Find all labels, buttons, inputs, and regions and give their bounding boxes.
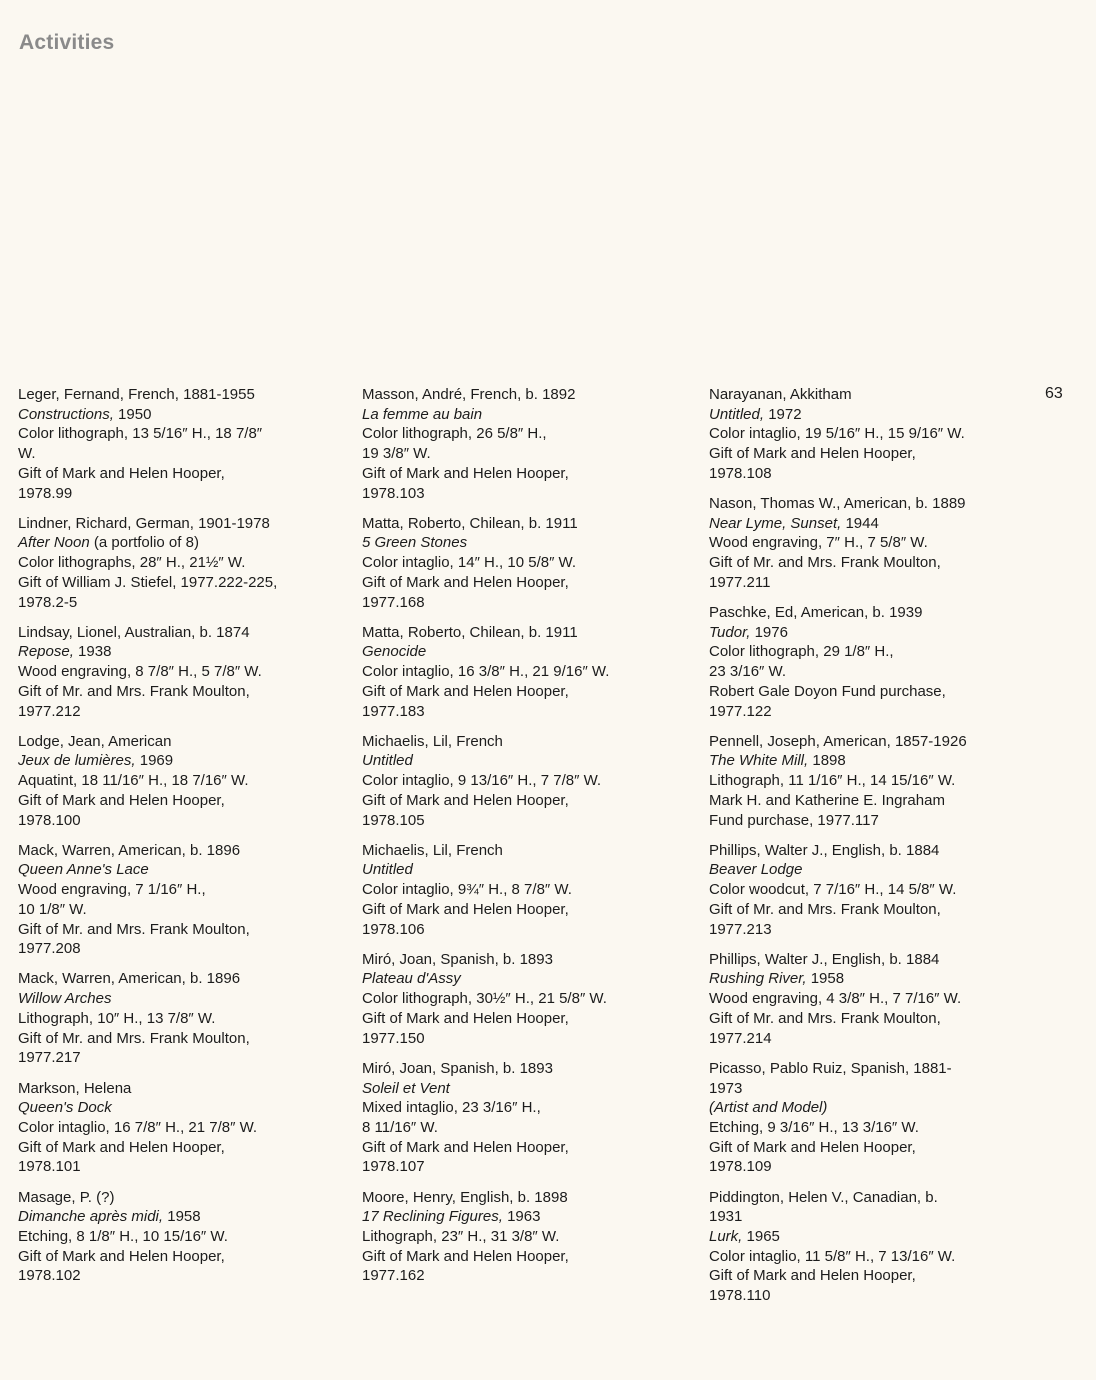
catalog-entry <box>709 603 1039 721</box>
title-line <box>362 405 692 425</box>
detail-line: Gift of Mark and Helen Hooper, <box>709 445 916 463</box>
detail-line: Gift of Mark and Helen Hooper, <box>18 464 225 482</box>
catalog-entry <box>362 623 692 722</box>
artist-line: Lindsay, Lionel, Australian, b. 1874 <box>18 623 250 641</box>
detail-line: Gift of Mark and Helen Hooper, <box>362 1009 569 1027</box>
detail-line: Gift of Mark and Helen Hooper, <box>362 1138 569 1156</box>
artwork-title: Untitled, <box>709 405 765 423</box>
detail-line: Gift of Mr. and Mrs. Frank Moulton, <box>709 1009 941 1027</box>
title-suffix: 1969 <box>135 752 174 770</box>
detail-line: Gift of Mr. and Mrs. Frank Moulton, <box>18 682 250 700</box>
detail-line: Gift of Mr. and Mrs. Frank Moulton, <box>709 900 941 918</box>
detail-line: 1978.103 <box>362 484 425 502</box>
catalog-entry <box>18 1079 348 1178</box>
catalog-entry <box>18 841 348 959</box>
title-line <box>18 860 348 880</box>
detail-line: Color intaglio, 19 5/16″ H., 15 9/16″ W. <box>709 425 965 443</box>
detail-line: 1978.109 <box>709 1158 772 1176</box>
detail-line: Gift of Mark and Helen Hooper, <box>362 1247 569 1265</box>
detail-line: Gift of Mr. and Mrs. Frank Moulton, <box>18 1029 250 1047</box>
catalog-entry <box>709 1188 1039 1306</box>
catalog-column-3 <box>709 385 1039 1316</box>
artist-line: Markson, Helena <box>18 1079 132 1097</box>
catalog-entry <box>709 732 1039 831</box>
artist-line: Michaelis, Lil, French <box>362 841 503 859</box>
artist-line: Leger, Fernand, French, 1881-1955 <box>18 386 255 403</box>
detail-line: 1977.183 <box>362 702 425 720</box>
catalog-entry <box>18 623 348 722</box>
artist-line: Masage, P. (?) <box>18 1188 115 1206</box>
detail-line: Color lithographs, 28″ H., 21½″ W. <box>18 554 246 572</box>
detail-line: Gift of Mark and Helen Hooper, <box>709 1138 916 1156</box>
detail-line: 10 1/8″ W. <box>18 900 87 918</box>
detail-line: 1977.208 <box>18 940 81 958</box>
title-line <box>18 1098 348 1118</box>
detail-line: Wood engraving, 7 1/16″ H., <box>18 881 206 899</box>
title-suffix: (a portfolio of 8) <box>89 534 199 552</box>
title-line <box>18 533 348 553</box>
detail-line: 1978.108 <box>709 464 772 482</box>
artist-line: Nason, Thomas W., American, b. 1889 <box>709 495 966 513</box>
title-suffix: 1972 <box>764 405 802 423</box>
section-title: Activities <box>19 31 115 54</box>
artist-line: Michaelis, Lil, French <box>362 732 503 750</box>
catalog-entry <box>709 950 1039 1049</box>
detail-line: Color intaglio, 9¾″ H., 8 7/8″ W. <box>362 881 572 899</box>
detail-line: Gift of Mark and Helen Hooper, <box>18 1247 225 1265</box>
artwork-title: Queen's Dock <box>18 1099 112 1117</box>
catalog-column-1 <box>18 385 348 1297</box>
artwork-title: Untitled <box>362 752 413 770</box>
title-line <box>362 642 692 662</box>
title-suffix: 1938 <box>73 643 112 661</box>
catalog-entry <box>709 385 1039 484</box>
detail-line: Color intaglio, 11 5/8″ H., 7 13/16″ W. <box>709 1247 956 1265</box>
artist-line: Miró, Joan, Spanish, b. 1893 <box>362 1059 553 1077</box>
title-suffix: 1944 <box>841 514 879 532</box>
artwork-title: Queen Anne's Lace <box>18 861 149 879</box>
detail-line: Gift of Mr. and Mrs. Frank Moulton, <box>709 554 941 572</box>
artwork-title: La femme au bain <box>362 405 483 423</box>
detail-line: Gift of Mark and Helen Hooper, <box>18 1138 225 1156</box>
catalog-entry <box>709 494 1039 593</box>
title-line <box>709 405 1039 425</box>
artwork-title: Willow Arches <box>18 990 112 1008</box>
detail-line: 1977.213 <box>709 920 772 938</box>
detail-line: 19 3/8″ W. <box>362 445 431 463</box>
catalog-entry <box>362 950 692 1049</box>
title-suffix: 1958 <box>163 1208 201 1226</box>
catalog-entry <box>18 732 348 831</box>
detail-line: Color intaglio, 14″ H., 10 5/8″ W. <box>362 554 577 572</box>
artwork-title: 17 Reclining Figures, <box>362 1208 503 1226</box>
detail-line: 1978.2-5 <box>18 593 78 611</box>
detail-line: Gift of Mark and Helen Hooper, <box>362 573 569 591</box>
title-line <box>709 751 1039 771</box>
detail-line: Gift of William J. Stiefel, 1977.222-225, <box>18 573 278 591</box>
artist-line: Mack, Warren, American, b. 1896 <box>18 970 241 988</box>
catalog-entry <box>709 841 1039 940</box>
artist-line: Masson, André, French, b. 1892 <box>362 386 576 403</box>
catalog-entry <box>362 841 692 940</box>
catalog-entry <box>362 514 692 613</box>
detail-line: Gift of Mark and Helen Hooper, <box>18 791 225 809</box>
artwork-title: Jeux de lumières, <box>18 752 136 770</box>
detail-line: Color lithograph, 26 5/8″ H., <box>362 425 547 443</box>
detail-line: 23 3/16″ W. <box>709 663 787 681</box>
artwork-title: Lurk, <box>709 1227 743 1245</box>
detail-line: 1978.110 <box>709 1287 771 1305</box>
catalog-entry <box>362 732 692 831</box>
artwork-title: Untitled <box>362 861 413 879</box>
artist-line: Phillips, Walter J., English, b. 1884 <box>709 841 940 859</box>
catalog-entry <box>18 1188 348 1287</box>
title-line <box>709 969 1039 989</box>
artwork-title: Dimanche après midi, <box>18 1208 164 1226</box>
artwork-title: The White Mill, <box>709 752 809 770</box>
detail-line: 1978.106 <box>362 920 425 938</box>
artist-line: Matta, Roberto, Chilean, b. 1911 <box>362 623 578 641</box>
detail-line: Gift of Mark and Helen Hooper, <box>362 791 569 809</box>
detail-line: Wood engraving, 7″ H., 7 5/8″ W. <box>709 534 928 552</box>
catalog-entry <box>18 514 348 613</box>
artist-line: Miró, Joan, Spanish, b. 1893 <box>362 950 553 968</box>
detail-line: 1977.214 <box>709 1029 772 1047</box>
detail-line: Color woodcut, 7 7/16″ H., 14 5/8″ W. <box>709 881 957 899</box>
detail-line: Etching, 8 1/8″ H., 10 15/16″ W. <box>18 1227 228 1245</box>
title-suffix: 1958 <box>806 970 845 988</box>
artist-line: Lodge, Jean, American <box>18 732 172 750</box>
artist-line: Paschke, Ed, American, b. 1939 <box>709 604 923 622</box>
detail-line: 1977.211 <box>709 573 771 591</box>
detail-line: 1978.105 <box>362 811 425 829</box>
artwork-title: Soleil et Vent <box>362 1079 450 1097</box>
detail-line: Color intaglio, 16 3/8″ H., 21 9/16″ W. <box>362 663 610 681</box>
artwork-title: Beaver Lodge <box>709 861 803 879</box>
title-line <box>362 533 692 553</box>
detail-line: Color lithograph, 29 1/8″ H., <box>709 643 894 661</box>
title-line <box>709 514 1039 534</box>
page-number: 63 <box>1045 385 1063 402</box>
detail-line: 8 11/16″ W. <box>362 1118 438 1136</box>
title-line <box>709 1227 1039 1247</box>
artwork-title: Rushing River, <box>709 970 807 988</box>
detail-line: Lithograph, 10″ H., 13 7/8″ W. <box>18 1009 216 1027</box>
artist-line: Pennell, Joseph, American, 1857-1926 <box>709 732 967 750</box>
detail-line: 1978.100 <box>18 811 81 829</box>
detail-line: Gift of Mark and Helen Hooper, <box>709 1267 916 1285</box>
detail-line: Gift of Mr. and Mrs. Frank Moulton, <box>18 920 250 938</box>
detail-line: Gift of Mark and Helen Hooper, <box>362 464 569 482</box>
artwork-title: Plateau d'Assy <box>362 970 461 988</box>
title-line <box>362 1207 692 1227</box>
title-line <box>18 751 348 771</box>
catalog-entry <box>709 1059 1039 1177</box>
artist-line: Picasso, Pablo Ruiz, Spanish, 1881- 1973 <box>709 1059 952 1097</box>
title-line <box>362 969 692 989</box>
detail-line: 1977.150 <box>362 1029 425 1047</box>
detail-line: Lithograph, 11 1/16″ H., 14 15/16″ W. <box>709 772 956 790</box>
detail-line: 1977.162 <box>362 1267 425 1285</box>
artist-line: Lindner, Richard, German, 1901-1978 <box>18 514 270 532</box>
title-line <box>709 623 1039 643</box>
artwork-title: Repose, <box>18 643 74 661</box>
title-line <box>362 860 692 880</box>
artist-line: Phillips, Walter J., English, b. 1884 <box>709 950 940 968</box>
detail-line: 1978.107 <box>362 1158 425 1176</box>
title-suffix: 1898 <box>808 752 846 770</box>
detail-line: Mark H. and Katherine E. Ingraham <box>709 791 945 809</box>
artwork-title: Near Lyme, Sunset, <box>709 514 842 532</box>
catalog-entry <box>362 1059 692 1177</box>
detail-line: 1978.102 <box>18 1267 81 1285</box>
detail-line: Color lithograph, 30½″ H., 21 5/8″ W. <box>362 990 607 1008</box>
detail-line: Wood engraving, 8 7/8″ H., 5 7/8″ W. <box>18 663 262 681</box>
detail-line: Lithograph, 23″ H., 31 3/8″ W. <box>362 1227 560 1245</box>
artist-line: Matta, Roberto, Chilean, b. 1911 <box>362 514 578 532</box>
title-line <box>18 989 348 1009</box>
artwork-title: 5 Green Stones <box>362 534 468 552</box>
catalog-entry <box>18 969 348 1068</box>
detail-line: 1977.168 <box>362 593 425 611</box>
title-line <box>18 642 348 662</box>
detail-line: Color lithograph, 13 5/16″ H., 18 7/8″ <box>18 425 263 443</box>
title-suffix: 1950 <box>113 405 152 423</box>
catalog-entry <box>362 1188 692 1287</box>
detail-line: 1978.101 <box>18 1158 81 1176</box>
detail-line: Gift of Mark and Helen Hooper, <box>362 900 569 918</box>
detail-line: Wood engraving, 4 3/8″ H., 7 7/16″ W. <box>709 990 962 1008</box>
detail-line: 1977.217 <box>18 1049 81 1067</box>
title-suffix: 1963 <box>502 1208 541 1226</box>
title-line <box>709 860 1039 880</box>
title-line <box>709 1098 1039 1118</box>
detail-line: Mixed intaglio, 23 3/16″ H., <box>362 1099 541 1117</box>
title-line <box>362 751 692 771</box>
catalog-entry <box>362 385 692 503</box>
detail-line: 1978.99 <box>18 484 73 502</box>
artist-line: Mack, Warren, American, b. 1896 <box>18 841 241 859</box>
artwork-title: Genocide <box>362 643 427 661</box>
catalog-column-2 <box>362 385 692 1297</box>
detail-line: 1977.212 <box>18 702 81 720</box>
detail-line: Fund purchase, 1977.117 <box>709 811 879 829</box>
title-line <box>362 1079 692 1099</box>
title-line <box>18 1207 348 1227</box>
detail-line: Robert Gale Doyon Fund purchase, <box>709 682 946 700</box>
title-suffix: 1976 <box>750 623 788 641</box>
artwork-title: After Noon <box>18 534 90 552</box>
detail-line: W. <box>18 445 36 463</box>
detail-line: Aquatint, 18 11/16″ H., 18 7/16″ W. <box>18 772 249 790</box>
title-line <box>18 405 348 425</box>
detail-line: Color intaglio, 9 13/16″ H., 7 7/8″ W. <box>362 772 602 790</box>
detail-line: Etching, 9 3/16″ H., 13 3/16″ W. <box>709 1118 919 1136</box>
catalog-entry <box>18 385 348 503</box>
title-suffix: 1965 <box>742 1227 780 1245</box>
artist-line: Moore, Henry, English, b. 1898 <box>362 1188 568 1206</box>
artwork-title: (Artist and Model) <box>709 1099 828 1117</box>
detail-line: 1977.122 <box>709 702 772 720</box>
detail-line: Gift of Mark and Helen Hooper, <box>362 682 569 700</box>
artwork-title: Constructions, <box>18 405 114 423</box>
artwork-title: Tudor, <box>709 623 751 641</box>
artist-line: Piddington, Helen V., Canadian, b. 1931 <box>709 1188 938 1226</box>
artist-line: Narayanan, Akkitham <box>709 386 852 403</box>
detail-line: Color intaglio, 16 7/8″ H., 21 7/8″ W. <box>18 1118 258 1136</box>
